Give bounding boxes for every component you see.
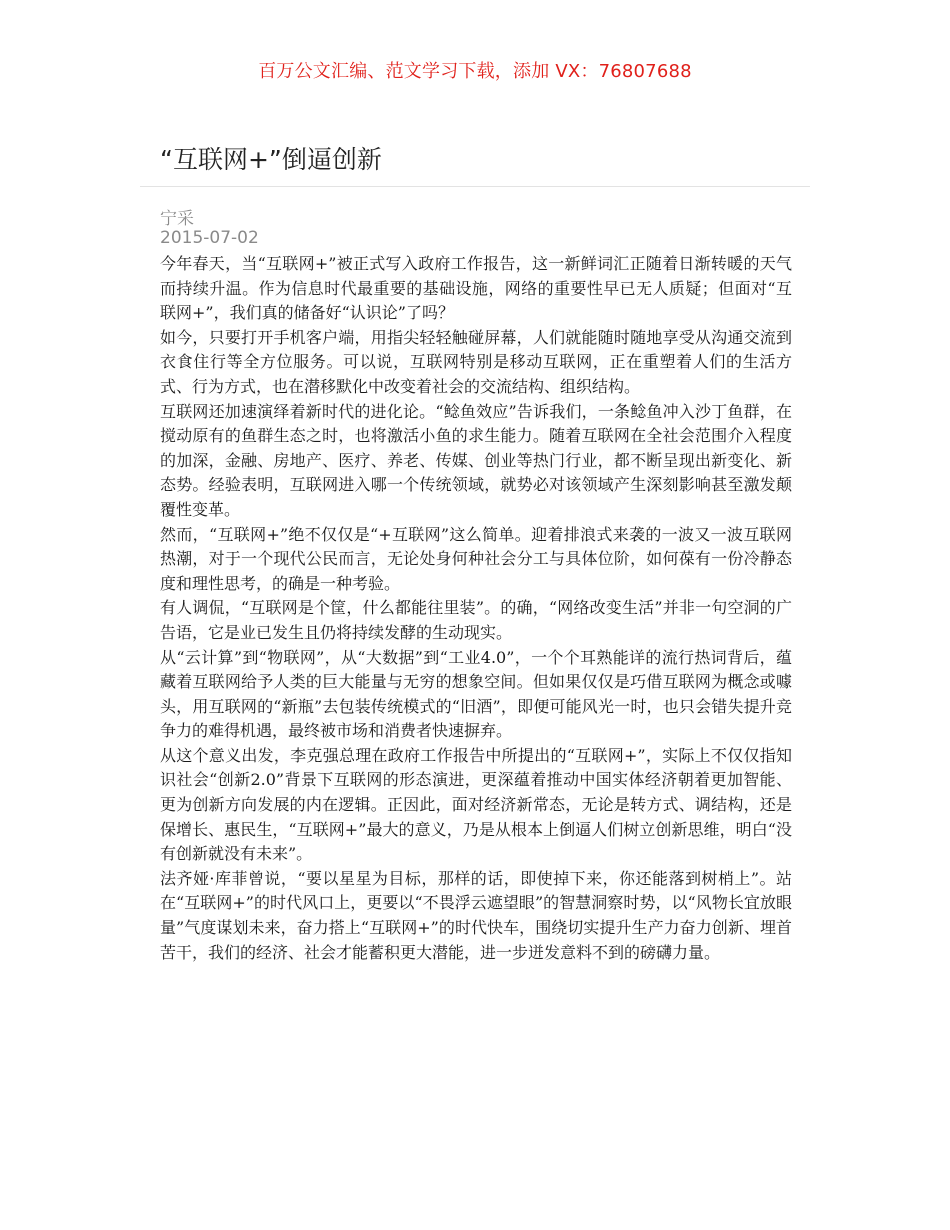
article-title: “互联网+”倒逼创新 xyxy=(160,145,382,174)
article-paragraph: 法齐娅·库菲曾说，“要以星星为目标，那样的话，即使掉下来，你还能落到树梢上”。站在“互联网+”的时代风口上，更要以“不畏浮云遮望眼”的智慧洞察时势，以“风物长宜放眼量”气度谋划未来，奋力搭上“互联网+”的时代快车，围绕切实提升生产力奋力创新、埋首苦干，我们的经济、社会才能蓄积更大潜能，进一步迸发意料不到的磅礴力量。 xyxy=(160,868,792,962)
article-author: 宁采 xyxy=(160,209,194,229)
article-paragraph: 从“云计算”到“物联网”，从“大数据”到“工业4.0”，一个个耳熟能详的流行热词背后，蕴藏着互联网给予人类的巨大能量与无穷的想象空间。但如果仅仅是巧借互联网为概念或噱头，用互联网的“新瓶”去包装传统模式的“旧酒”，即便可能风光一时，也只会错失提升竞争力的难得机遇，最终被市场和消费者快速摒弃。 xyxy=(160,647,792,741)
promo-banner: 百万公文汇编、范文学习下载，添加 VX：76807688 xyxy=(258,61,692,82)
article-paragraph: 如今，只要打开手机客户端，用指尖轻轻触碰屏幕，人们就能随时随地享受从沟通交流到衣食住行等全方位服务。可以说，互联网特别是移动互联网，正在重塑着人们的生活方式、行为方式，也在潜移默化中改变着社会的交流结构、组织结构。 xyxy=(160,327,792,396)
article-paragraph: 从这个意义出发，李克强总理在政府工作报告中所提出的“互联网+”，实际上不仅仅指知识社会“创新2.0”背景下互联网的形态演进，更深蕴着推动中国实体经济朝着更加智能、更为创新方向发展的内在逻辑。正因此，面对经济新常态，无论是转方式、调结构，还是保增长、惠民生，“互联网+”最大的意义，乃是从根本上倒逼人们树立创新思维，明白“没有创新就没有未来”。 xyxy=(160,745,792,864)
article-paragraph: 今年春天，当“互联网+”被正式写入政府工作报告，这一新鲜词汇正随着日渐转暖的天气而持续升温。作为信息时代最重要的基础设施，网络的重要性早已无人质疑；但面对“互联网+”，我们真的储备好“认识论”了吗？ xyxy=(160,254,792,323)
title-divider xyxy=(140,186,810,187)
article-paragraph: 然而，“互联网+”绝不仅仅是“+互联网”这么简单。迎着排浪式来袭的一波又一波互联网热潮，对于一个现代公民而言，无论处身何种社会分工与具体位阶，如何葆有一份冷静态度和理性思考，的确是一种考验。 xyxy=(160,524,792,593)
article-body xyxy=(160,252,792,965)
article-paragraph: 有人调侃，“互联网是个筐，什么都能往里装”。的确，“网络改变生活”并非一句空洞的广告语，它是业已发生且仍将持续发酵的生动现实。 xyxy=(160,598,792,642)
article-date: 2015-07-02 xyxy=(160,228,259,248)
article-paragraph: 互联网还加速演绎着新时代的进化论。“鲶鱼效应”告诉我们，一条鲶鱼冲入沙丁鱼群，在搅动原有的鱼群生态之时，也将激活小鱼的求生能力。随着互联网在全社会范围介入程度的加深，金融、房地产、医疗、养老、传媒、创业等热门行业，都不断呈现出新变化、新态势。经验表明，互联网进入哪一个传统领域，就势必对该领域产生深刻影响甚至激发颠覆性变革。 xyxy=(160,401,792,519)
